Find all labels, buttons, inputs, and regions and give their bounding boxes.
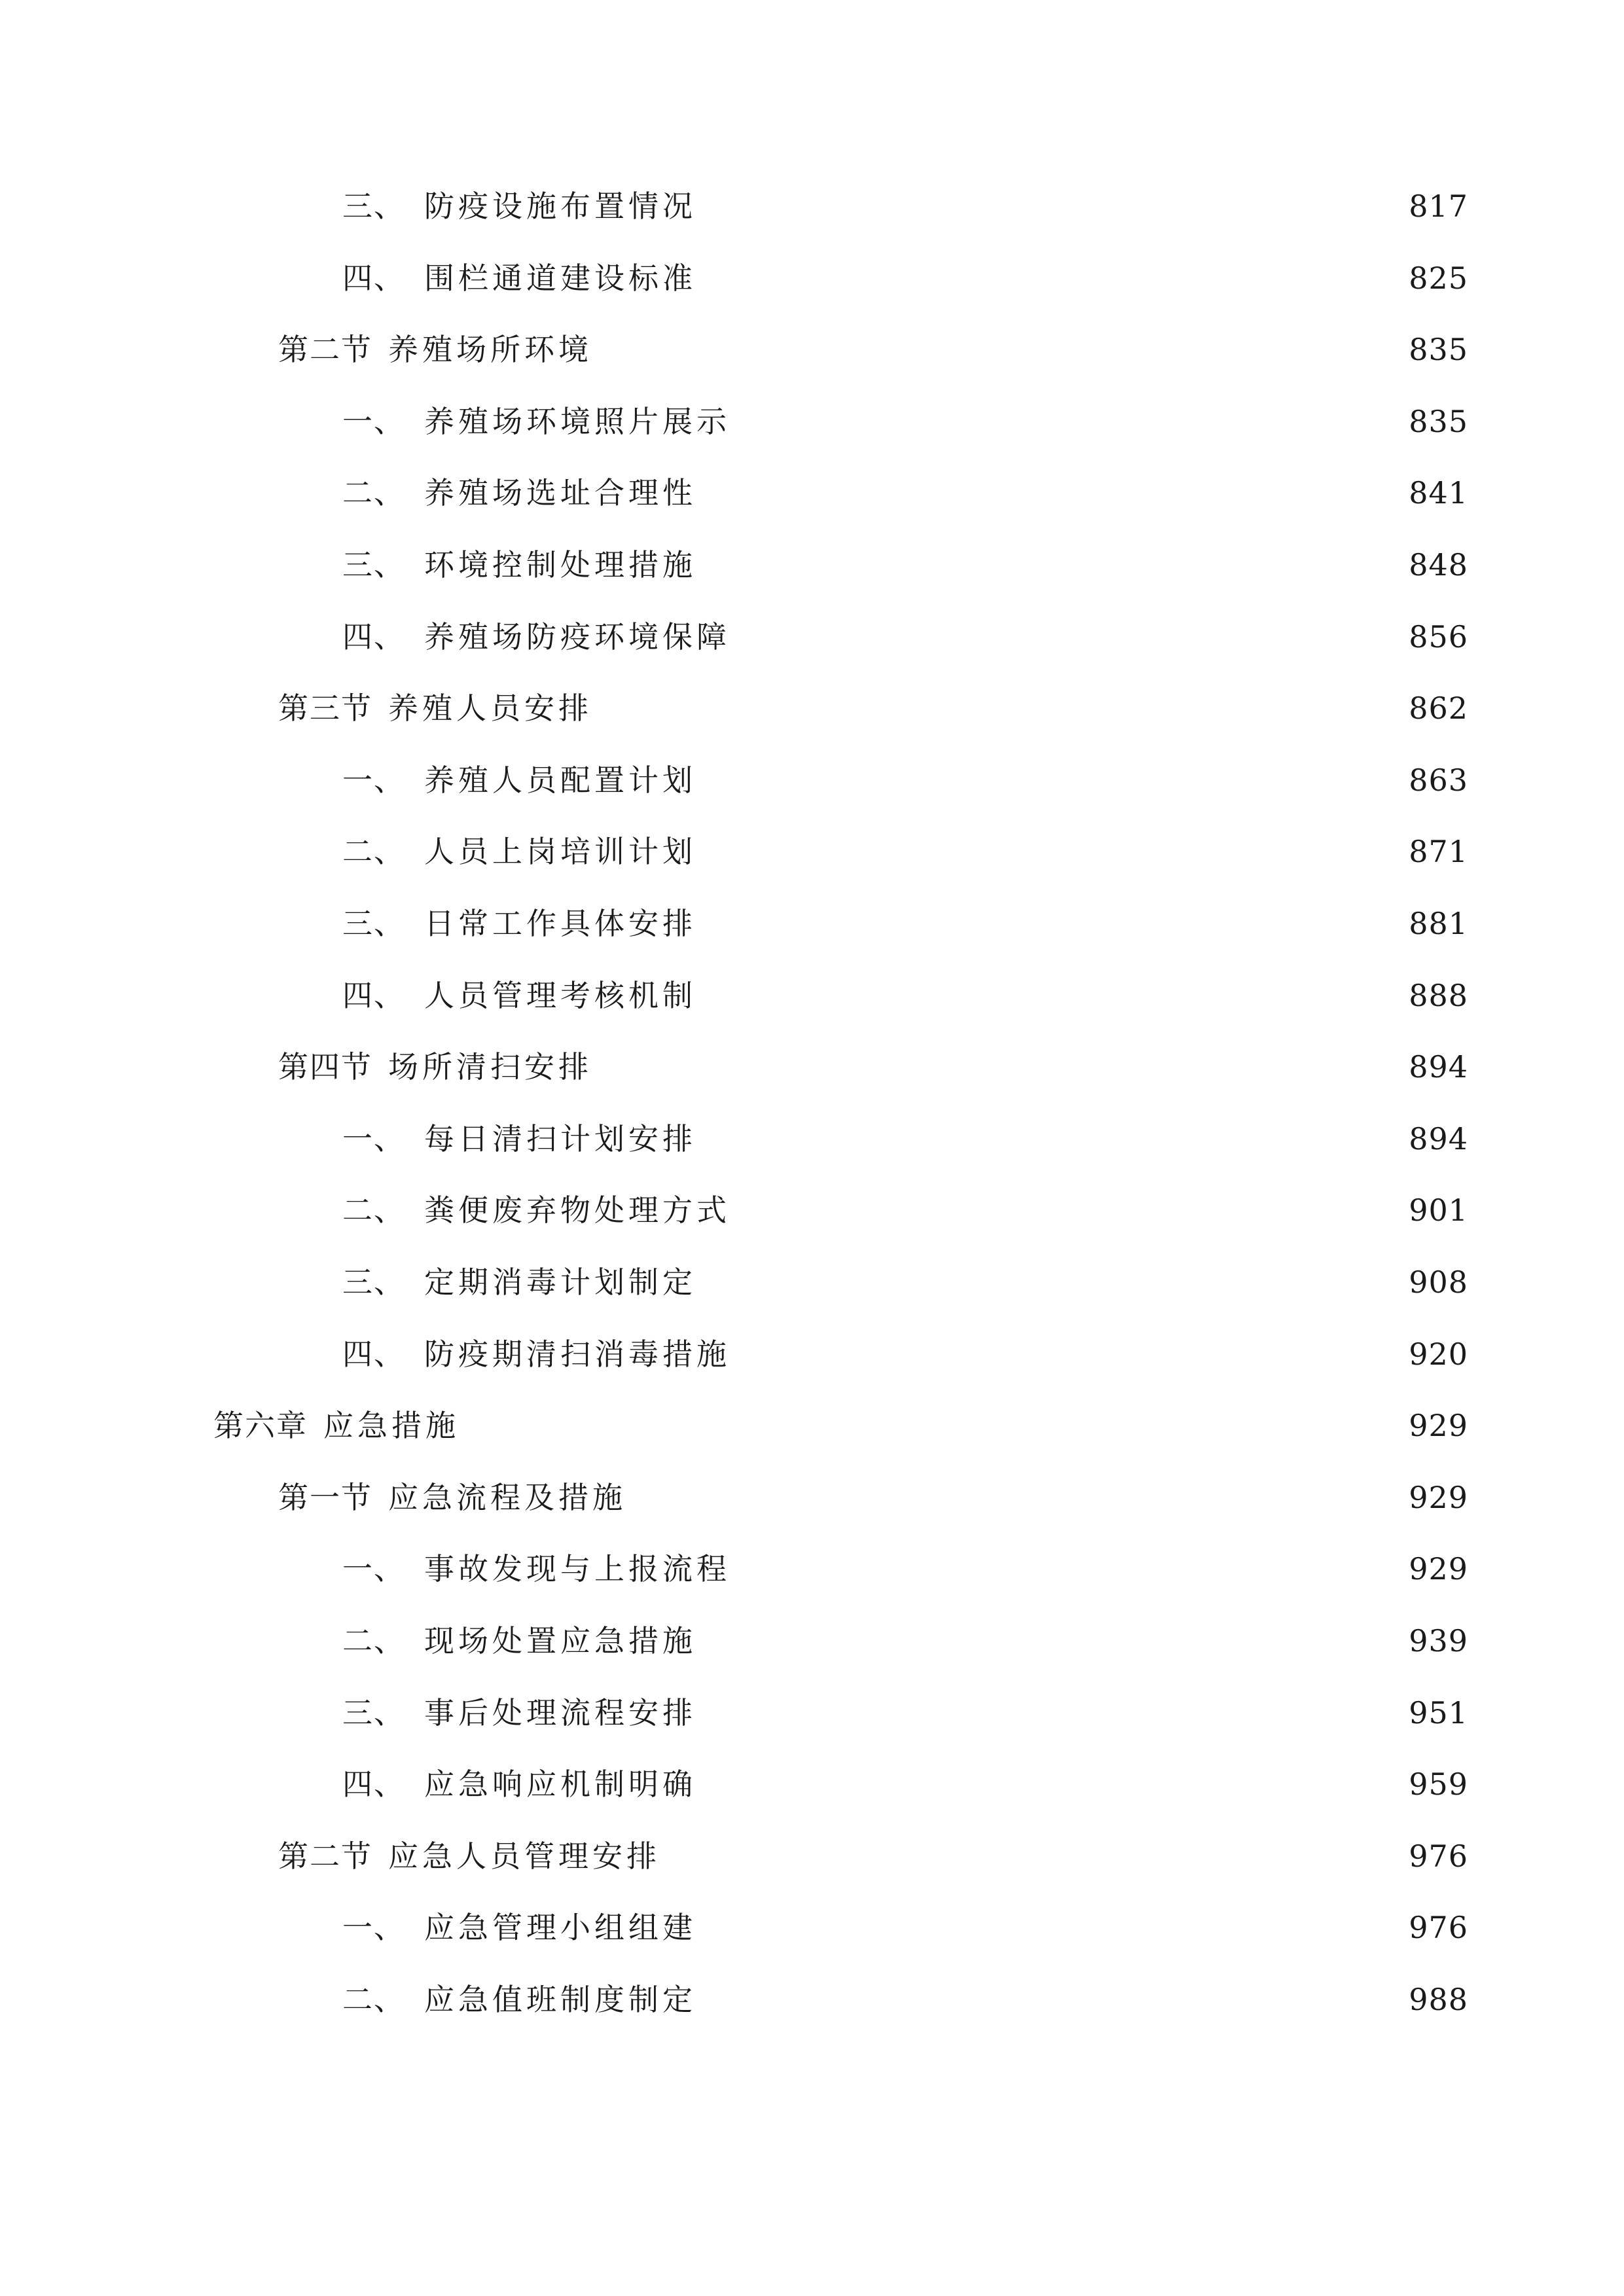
toc-dot-leader [706,765,1397,795]
toc-entry-title: 应急管理小组组建 [424,1910,696,1946]
toc-dot-leader [706,1124,1397,1154]
toc-entry[interactable] [342,1259,1468,1305]
toc-entry[interactable] [342,399,1468,444]
toc-entry-number: 三、 [342,188,405,224]
toc-entry-title: 应急人员管理安排 [388,1838,660,1874]
toc-entry[interactable] [342,1905,1468,1950]
toc-entry-number: 四、 [342,1336,405,1372]
toc-entry-number: 二、 [342,1623,405,1659]
toc-entry-title: 应急响应机制明确 [424,1767,696,1803]
toc-entry-title: 事故发现与上报流程 [424,1551,731,1587]
toc-entry-number: 一、 [342,403,405,439]
toc-page-number: 976 [1409,1838,1468,1874]
toc-entry[interactable] [342,757,1468,803]
toc-entry[interactable] [342,1690,1468,1736]
toc-dot-leader [740,1339,1397,1369]
toc-entry[interactable] [342,1546,1468,1592]
toc-dot-leader [706,191,1397,221]
toc-entry-number: 三、 [342,547,405,583]
toc-dot-leader [740,622,1397,652]
toc-entry-title: 场所清扫安排 [388,1049,592,1085]
toc-entry-number: 三、 [342,1265,405,1300]
toc-section-entry[interactable] [278,327,1468,372]
toc-page-number: 959 [1409,1767,1468,1803]
toc-entry-number: 四、 [342,977,405,1013]
toc-page-number: 951 [1409,1695,1468,1731]
toc-page-number: 920 [1409,1336,1468,1372]
toc-dot-leader [740,1554,1397,1584]
toc-dot-leader [706,908,1397,939]
toc-entry[interactable] [342,1187,1468,1233]
toc-page-number: 848 [1409,547,1468,583]
toc-entry-number: 一、 [342,1551,405,1587]
toc-entry-number: 一、 [342,1121,405,1157]
toc-entry[interactable] [342,1618,1468,1664]
toc-entry[interactable] [342,1116,1468,1162]
toc-entry-title: 应急值班制度制定 [424,1982,696,2017]
toc-entry-title: 现场处置应急措施 [424,1623,696,1659]
toc-entry-title: 人员上岗培训计划 [424,834,696,870]
toc-page-number: 825 [1409,260,1468,296]
toc-entry-title: 粪便废弃物处理方式 [424,1193,731,1229]
toc-entry[interactable] [342,1977,1468,2022]
toc-entry[interactable] [342,183,1468,229]
toc-entry-title: 每日清扫计划安排 [424,1121,696,1157]
toc-entry[interactable] [342,829,1468,874]
toc-section-entry[interactable] [278,1475,1468,1520]
toc-section-prefix: 第二节 [278,1838,372,1874]
toc-dot-leader [670,1841,1397,1871]
toc-page-number: 835 [1409,332,1468,368]
toc-section-prefix: 第四节 [278,1049,372,1085]
toc-entry-number: 一、 [342,762,405,798]
toc-dot-leader [706,1698,1397,1728]
toc-entry-title: 应急措施 [323,1408,460,1444]
toc-entry-title: 养殖人员安排 [388,691,592,726]
toc-entry-title: 养殖人员配置计划 [424,762,696,798]
toc-dot-leader [602,693,1397,723]
toc-section-prefix: 第二节 [278,332,372,368]
toc-dot-leader [706,478,1397,508]
toc-page-number: 817 [1409,188,1468,224]
toc-page-number: 871 [1409,834,1468,870]
toc-entry[interactable] [342,255,1468,301]
toc-entry[interactable] [342,470,1468,516]
toc-entry[interactable] [342,1331,1468,1377]
toc-entry[interactable] [342,973,1468,1018]
toc-entry-title: 养殖场选址合理性 [424,475,696,511]
toc-section-entry[interactable] [278,1833,1468,1879]
toc-entry-number: 二、 [342,475,405,511]
toc-section-entry[interactable] [278,685,1468,731]
toc-entry-number: 四、 [342,619,405,655]
toc-entry-title: 事后处理流程安排 [424,1695,696,1731]
toc-dot-leader [706,1769,1397,1799]
toc-page-number: 976 [1409,1910,1468,1946]
toc-page-number: 929 [1409,1551,1468,1587]
toc-dot-leader [706,1626,1397,1656]
toc-entry[interactable] [342,614,1468,660]
toc-entry-title: 防疫期清扫消毒措施 [424,1336,731,1372]
toc-dot-leader [706,1912,1397,1943]
toc-dot-leader [706,1267,1397,1297]
toc-section-prefix: 第一节 [278,1479,372,1515]
toc-page-number: 856 [1409,619,1468,655]
toc-page-number: 835 [1409,403,1468,439]
toc-entry-title: 围栏通道建设标准 [424,260,696,296]
toc-section-prefix: 第三节 [278,691,372,726]
toc-entry-number: 二、 [342,834,405,870]
toc-page-number: 888 [1409,977,1468,1013]
toc-dot-leader [636,1482,1397,1513]
toc-entry-title: 环境控制处理措施 [424,547,696,583]
toc-entry-number: 一、 [342,1910,405,1946]
toc-page-number: 929 [1409,1479,1468,1515]
toc-entry-title: 养殖场所环境 [388,332,592,368]
toc-entry-number: 二、 [342,1193,405,1229]
toc-page-number: 929 [1409,1408,1468,1444]
toc-page-number: 908 [1409,1265,1468,1300]
toc-dot-leader [706,836,1397,867]
toc-dot-leader [602,1052,1397,1082]
toc-entry[interactable] [342,542,1468,588]
toc-entry-title: 养殖场环境照片展示 [424,403,731,439]
toc-page-number: 894 [1409,1121,1468,1157]
toc-chapter-entry[interactable] [213,1403,1468,1448]
toc-chapter-prefix: 第六章 [213,1408,308,1444]
toc-page-number: 894 [1409,1049,1468,1085]
toc-dot-leader [602,334,1397,365]
toc-dot-leader [706,263,1397,293]
toc-dot-leader [706,1984,1397,2015]
toc-entry[interactable] [342,1761,1468,1807]
toc-page-number: 841 [1409,475,1468,511]
toc-section-entry[interactable] [278,1044,1468,1090]
toc-entry-title: 应急流程及措施 [388,1479,626,1515]
toc-entry-number: 四、 [342,260,405,296]
toc-entry-title: 日常工作具体安排 [424,906,696,941]
toc-entry[interactable] [342,901,1468,946]
toc-entry-number: 二、 [342,1982,405,2017]
toc-entry-number: 三、 [342,906,405,941]
toc-entry-number: 三、 [342,1695,405,1731]
toc-dot-leader [740,1195,1397,1225]
toc-page-number: 862 [1409,691,1468,726]
toc-dot-leader [706,550,1397,580]
toc-page-number: 988 [1409,1982,1468,2017]
toc-page-number: 901 [1409,1193,1468,1229]
toc-entry-title: 防疫设施布置情况 [424,188,696,224]
toc-entry-title: 人员管理考核机制 [424,977,696,1013]
toc-page-number: 939 [1409,1623,1468,1659]
toc-entry-title: 养殖场防疫环境保障 [424,619,731,655]
toc-entry-number: 四、 [342,1767,405,1803]
toc-dot-leader [706,980,1397,1011]
toc-entry-title: 定期消毒计划制定 [424,1265,696,1300]
toc-dot-leader [740,406,1397,437]
toc-page-number: 863 [1409,762,1468,798]
toc-page-number: 881 [1409,906,1468,941]
toc-dot-leader [469,1410,1397,1441]
